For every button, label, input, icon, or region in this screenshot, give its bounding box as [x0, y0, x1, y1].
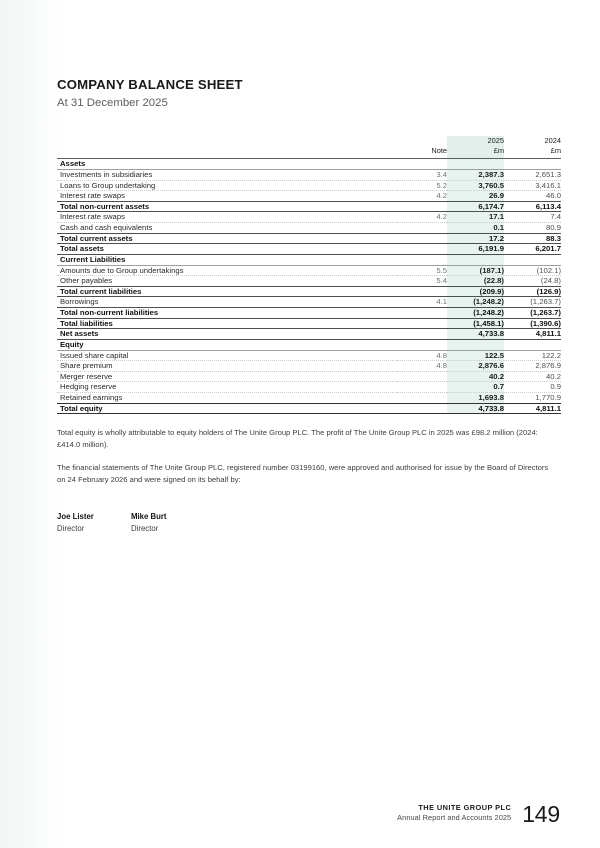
table-row: [57, 318, 561, 329]
footer-company-name: THE UNITE GROUP PLC: [418, 802, 512, 812]
row-value-2024: (102.1): [504, 265, 561, 276]
row-note: [397, 308, 447, 319]
row-label: Retained earnings: [57, 393, 397, 404]
row-value-2024: 1,770.9: [504, 393, 561, 404]
column-header-note-spacer: [397, 136, 447, 146]
column-header-unit-current: £m: [447, 146, 504, 159]
row-label: Cash and cash equivalents: [57, 223, 397, 234]
row-label: Share premium: [57, 361, 397, 372]
signature-block: [57, 511, 561, 534]
row-note: 3.4: [397, 169, 447, 180]
table-row: [57, 244, 561, 255]
row-label: Net assets: [57, 329, 397, 340]
row-value-2025: [447, 254, 504, 265]
row-value-2025: 6,174.7: [447, 201, 504, 212]
row-note: 4.8: [397, 361, 447, 372]
row-value-2024: (126.9): [504, 286, 561, 297]
row-label: Hedging reserve: [57, 382, 397, 393]
table-row: [57, 297, 561, 308]
row-value-2025: 17.2: [447, 233, 504, 244]
table-row: [57, 223, 561, 234]
table-row: [57, 191, 561, 202]
table-row: [57, 265, 561, 276]
table-row: [57, 382, 561, 393]
row-note: 4.8: [397, 350, 447, 361]
table-row: [57, 254, 561, 265]
row-note: [397, 201, 447, 212]
column-header-label: [57, 136, 397, 146]
column-header-unit-prior: £m: [504, 146, 561, 159]
row-value-2024: 2,876.9: [504, 361, 561, 372]
row-note: 4.2: [397, 191, 447, 202]
row-value-2025: [447, 159, 504, 170]
row-label: Other payables: [57, 276, 397, 287]
row-label: Amounts due to Group undertakings: [57, 265, 397, 276]
row-value-2025: 3,760.5: [447, 180, 504, 191]
row-value-2025: 4,733.8: [447, 403, 504, 414]
table-row: [57, 350, 561, 361]
row-value-2025: 122.5: [447, 350, 504, 361]
row-note: [397, 233, 447, 244]
row-value-2024: 0.9: [504, 382, 561, 393]
footer-report-name: Annual Report and Accounts 2025: [397, 813, 512, 823]
signatory-1: [57, 511, 131, 534]
row-note: [397, 286, 447, 297]
row-value-2024: 88.3: [504, 233, 561, 244]
row-label: Total assets: [57, 244, 397, 255]
row-note: [397, 371, 447, 382]
row-value-2024: 40.2: [504, 371, 561, 382]
row-value-2024: 80.9: [504, 223, 561, 234]
signatory-2-role: Director: [131, 524, 159, 534]
row-note: [397, 382, 447, 393]
row-note: 5.5: [397, 265, 447, 276]
row-value-2025: 17.1: [447, 212, 504, 223]
row-value-2024: [504, 159, 561, 170]
row-label: Merger reserve: [57, 371, 397, 382]
row-label: Borrowings: [57, 297, 397, 308]
row-value-2024: (24.8): [504, 276, 561, 287]
page-subtitle: At 31 December 2025: [57, 97, 168, 110]
column-header-year-prior: 2024: [544, 135, 561, 145]
table-row: [57, 308, 561, 319]
row-label: Total current liabilities: [57, 286, 397, 297]
row-value-2025: 2,876.6: [447, 361, 504, 372]
row-label: Assets: [57, 159, 397, 170]
row-value-2024: 7.4: [504, 212, 561, 223]
row-value-2025: (1,458.1): [447, 318, 504, 329]
row-label: Interest rate swaps: [57, 191, 397, 202]
row-value-2025: 1,693.8: [447, 393, 504, 404]
note-paragraph-equity: Total equity is wholly attributable to equity holders of The Unite Group PLC. The profit of The Unite Group PLC in 2025 was £98.2 million (2024: £414.0 million).: [57, 428, 538, 450]
row-value-2024: 6,201.7: [504, 244, 561, 255]
page-title: COMPANY BALANCE SHEET: [57, 77, 243, 92]
row-value-2025: 4,733.8: [447, 329, 504, 340]
row-value-2025: 2,387.3: [447, 169, 504, 180]
row-value-2024: (1,263.7): [504, 308, 561, 319]
row-note: [397, 339, 447, 350]
row-note: [397, 223, 447, 234]
row-label: Total non-current assets: [57, 201, 397, 212]
row-label: Total liabilities: [57, 318, 397, 329]
row-value-2025: (209.9): [447, 286, 504, 297]
table-body: [57, 159, 561, 414]
table-row: [57, 371, 561, 382]
table-row: [57, 159, 561, 170]
row-label: Total current assets: [57, 233, 397, 244]
row-label: Issued share capital: [57, 350, 397, 361]
row-note: 5.2: [397, 180, 447, 191]
row-value-2024: 2,651.3: [504, 169, 561, 180]
row-note: [397, 159, 447, 170]
column-header-label-sub: [57, 146, 397, 159]
row-note: 4.2: [397, 212, 447, 223]
row-value-2025: (1,248.2): [447, 308, 504, 319]
row-value-2025: 6,191.9: [447, 244, 504, 255]
row-value-2025: (187.1): [447, 265, 504, 276]
row-value-2025: [447, 339, 504, 350]
row-note: [397, 329, 447, 340]
row-note: 4.1: [397, 297, 447, 308]
row-note: [397, 403, 447, 414]
row-label: Total equity: [57, 403, 397, 414]
row-note: [397, 254, 447, 265]
footer-text: [397, 803, 522, 826]
table-row: [57, 169, 561, 180]
row-value-2024: (1,390.6): [504, 318, 561, 329]
column-header-note: Note: [397, 146, 447, 159]
table-row: [57, 393, 561, 404]
row-label: Total non-current liabilities: [57, 308, 397, 319]
row-value-2024: 6,113.4: [504, 201, 561, 212]
balance-sheet-table: [57, 136, 561, 414]
table-row: [57, 212, 561, 223]
row-note: 5.4: [397, 276, 447, 287]
row-note: [397, 393, 447, 404]
row-note: [397, 244, 447, 255]
row-value-2024: 122.2: [504, 350, 561, 361]
page-number: 149: [522, 801, 560, 828]
table-row: [57, 403, 561, 414]
table-row: [57, 233, 561, 244]
row-label: Investments in subsidiaries: [57, 169, 397, 180]
row-value-2024: [504, 339, 561, 350]
row-label: Current Liabilities: [57, 254, 397, 265]
table-row: [57, 276, 561, 287]
row-note: [397, 318, 447, 329]
table-row: [57, 180, 561, 191]
table-row: [57, 339, 561, 350]
row-value-2024: 3,416.1: [504, 180, 561, 191]
page-footer: [397, 803, 560, 826]
table-row: [57, 329, 561, 340]
note-paragraph-approval: The financial statements of The Unite Group PLC, registered number 03199160, were approved and authorised for issue by the Board of Directors on 24 February 2026 and were signed on its behalf by:: [57, 462, 549, 484]
row-value-2024: [504, 254, 561, 265]
row-label: Loans to Group undertaking: [57, 180, 397, 191]
row-label: Interest rate swaps: [57, 212, 397, 223]
row-value-2025: 26.9: [447, 191, 504, 202]
row-value-2025: (22.8): [447, 276, 504, 287]
signatory-1-role: Director: [57, 524, 85, 534]
row-value-2024: 46.0: [504, 191, 561, 202]
row-value-2025: 0.7: [447, 382, 504, 393]
row-value-2025: (1,248.2): [447, 297, 504, 308]
table-header: [57, 136, 561, 159]
signatory-1-name: Joe Lister: [57, 512, 94, 522]
row-label: Equity: [57, 339, 397, 350]
row-value-2024: 4,811.1: [504, 403, 561, 414]
column-header-year-current: 2025: [447, 136, 504, 146]
signatory-2-name: Mike Burt: [131, 512, 167, 522]
table-row: [57, 201, 561, 212]
table-row: [57, 361, 561, 372]
row-value-2024: 4,811.1: [504, 329, 561, 340]
row-value-2025: 40.2: [447, 371, 504, 382]
table-row: [57, 286, 561, 297]
row-value-2024: (1,263.7): [504, 297, 561, 308]
row-value-2025: 0.1: [447, 223, 504, 234]
page-content: [57, 0, 561, 535]
signatory-2: [131, 511, 205, 534]
